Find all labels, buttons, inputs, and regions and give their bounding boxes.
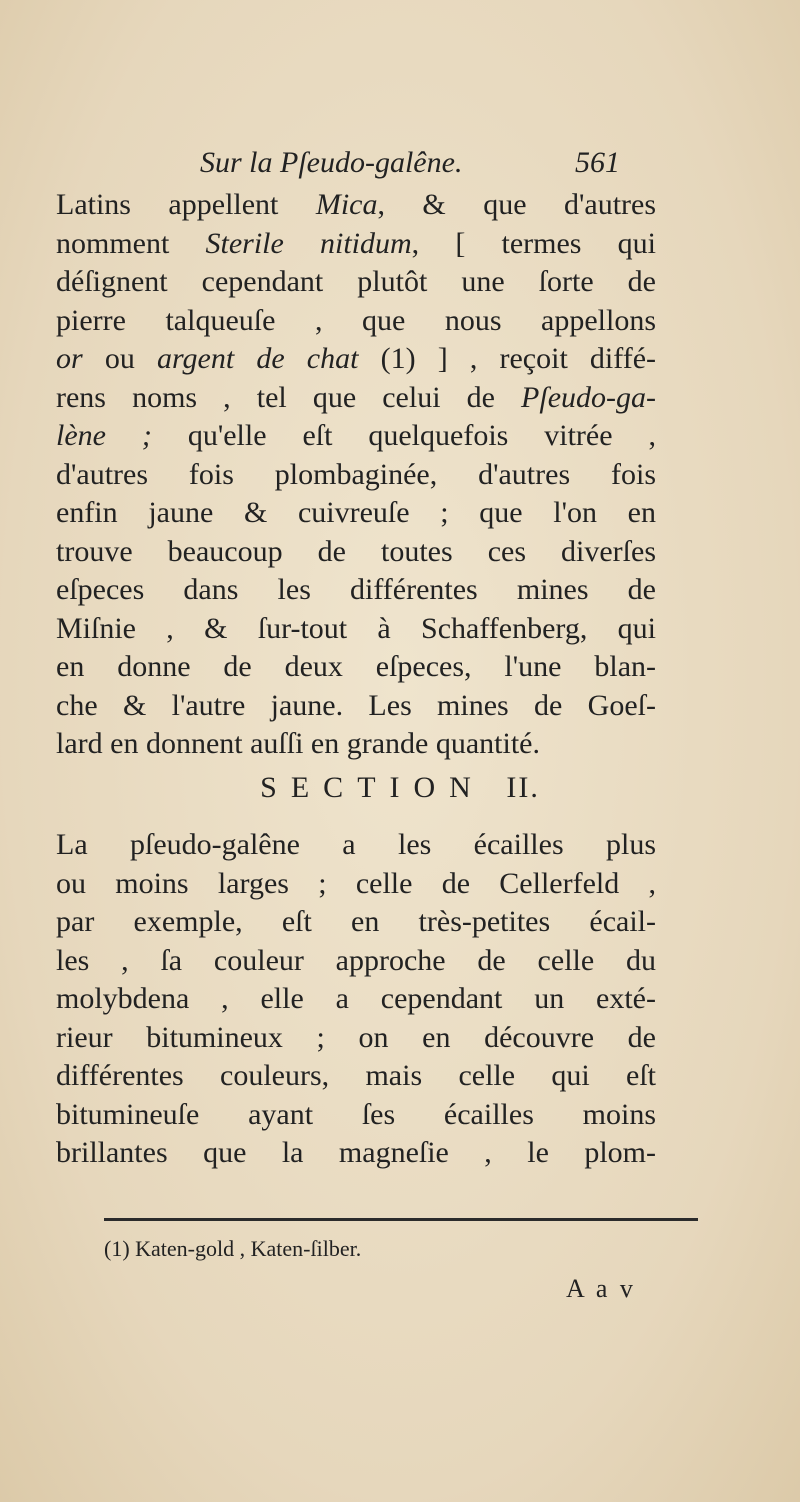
text-line: La pſeudo-galêne a les écailles plus — [56, 828, 656, 861]
text-line: par exemple, eſt en très-petites écail- — [56, 905, 656, 938]
text-line: rieur bitumineux ; on en découvre de — [56, 1020, 656, 1054]
text-line — [56, 571, 656, 610]
text-line — [56, 225, 656, 264]
footnote: (1) Katen-gold , Katen-ſilber. — [104, 1236, 362, 1261]
roman-text: d'autres fois plombaginée, d'autres fois — [56, 457, 656, 491]
page-number: 561 — [575, 146, 620, 179]
roman-text: déſignent cependant plutôt une ſorte de — [56, 265, 656, 298]
printer-signature: A a v — [566, 1274, 636, 1303]
text-line — [56, 648, 656, 687]
paragraph-2 — [56, 826, 656, 1173]
paragraph-1 — [56, 186, 656, 764]
section-label: SECTION — [260, 771, 485, 804]
text-line — [56, 725, 656, 764]
italic-text: or — [56, 342, 83, 375]
text-line: différentes couleurs, mais celle qui eſt — [56, 1059, 656, 1092]
footnote-rule — [104, 1218, 698, 1221]
text-line — [56, 302, 656, 341]
roman-text: eſpeces dans les différentes mines de — [56, 573, 656, 606]
running-header — [200, 146, 620, 186]
text-line: brillantes que la magneſie , le plom- — [56, 1136, 656, 1169]
roman-text: pierre talqueuſe , que nous appellons — [56, 303, 656, 337]
text-line: molybdena , elle a cependant un exté- — [56, 982, 656, 1015]
text-line — [56, 340, 656, 379]
text-line — [56, 263, 656, 302]
italic-text: Pſeudo-ga- — [521, 380, 656, 414]
text-line — [56, 379, 656, 418]
text-line — [56, 533, 656, 572]
italic-text: argent de chat — [156, 342, 359, 375]
roman-text: (1) ] , reçoit diffé- — [358, 342, 657, 375]
roman-text: qu'elle eſt quelquefois vitrée , — [151, 419, 656, 452]
text-line — [56, 186, 656, 225]
roman-text: Latins appellent — [56, 188, 316, 221]
roman-text: , & que d'autres — [377, 188, 657, 221]
italic-text: Mica — [315, 188, 378, 221]
roman-text: lard en donnent auſſi en grande quantité. — [56, 727, 540, 760]
text-line — [56, 610, 656, 649]
text-line — [56, 687, 656, 726]
text-line: ou moins larges ; celle de Cellerfeld , — [56, 866, 656, 900]
text-line — [56, 494, 656, 533]
text-line: les , ſa couleur approche de celle du — [56, 943, 656, 977]
roman-text: Miſnie , & ſur-tout à Schaffenberg, qui — [56, 611, 656, 645]
text-line — [56, 456, 656, 495]
text-line — [56, 417, 656, 456]
roman-text: en donne de deux eſpeces, l'une blan- — [56, 650, 656, 683]
roman-text: enfin jaune & cuivreuſe ; que l'on en — [56, 496, 656, 529]
section-heading — [0, 771, 800, 805]
italic-text: Sterile nitidum — [205, 226, 412, 260]
roman-text: rens noms , tel que celui de — [56, 380, 522, 414]
running-title: Sur la Pſeudo-galêne. — [200, 146, 463, 179]
roman-text: , [ termes qui — [411, 226, 656, 260]
roman-text: ou — [82, 342, 157, 375]
roman-text: che & l'autre jaune. Les mines de Goeſ- — [56, 688, 656, 722]
text-line: bitumineuſe ayant ſes écailles moins — [56, 1097, 656, 1131]
italic-text: lène ; — [56, 419, 152, 452]
roman-text: trouve beaucoup de toutes ces diverſes — [56, 534, 656, 568]
section-number: II. — [506, 771, 540, 804]
roman-text: nomment — [56, 226, 206, 260]
